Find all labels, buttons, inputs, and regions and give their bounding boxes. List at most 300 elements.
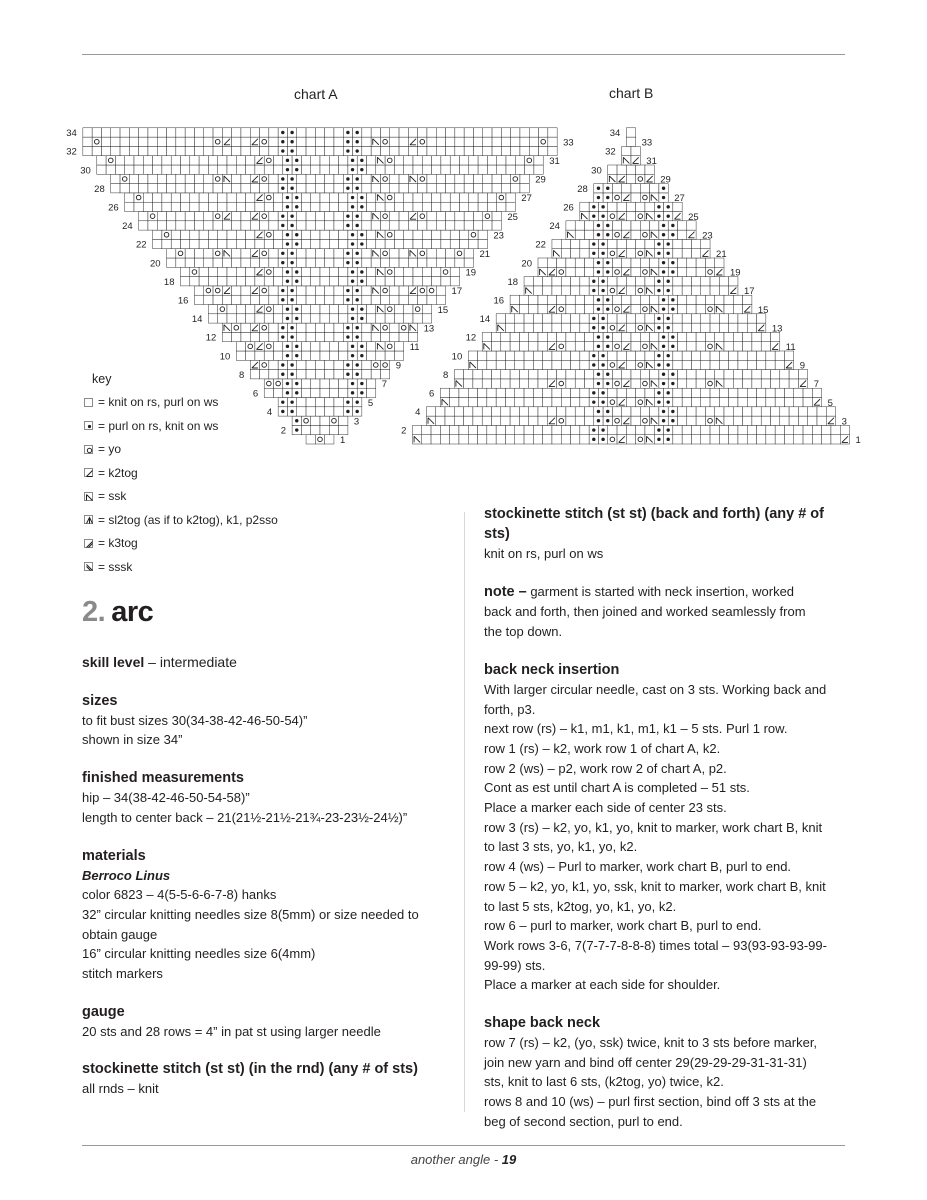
chart-cell	[608, 277, 617, 286]
chart-cell	[678, 332, 687, 341]
purl-dot	[295, 242, 298, 245]
chart-cell	[213, 128, 222, 137]
chart-cell	[450, 165, 459, 174]
chart-cell	[194, 184, 203, 193]
purl-dot	[356, 214, 359, 217]
chart-cell	[339, 351, 348, 360]
pattern-heading	[82, 596, 452, 629]
row-number-right: 27	[521, 193, 532, 205]
chart-cell	[436, 146, 445, 155]
chart-cell	[404, 156, 413, 165]
purl-dot	[671, 335, 674, 338]
chart-cell	[538, 305, 547, 314]
chart-cell	[571, 323, 580, 332]
purl-dot	[662, 373, 665, 376]
purl-dot	[286, 205, 289, 208]
purl-dot	[601, 400, 604, 403]
text-line: sts, knit to last 6 sts, (k2tog, yo) twice, k2.	[484, 1074, 724, 1090]
chart-cell	[724, 332, 733, 341]
chart-cell	[678, 295, 687, 304]
chart-cell	[260, 128, 269, 137]
chart-cell	[482, 416, 491, 425]
chart-cell	[297, 221, 306, 230]
chart-cell	[524, 398, 533, 407]
chart-cell	[199, 230, 208, 239]
chart-cell	[436, 416, 445, 425]
chart-cell	[487, 425, 496, 434]
chart-cell	[246, 277, 255, 286]
purl-dot	[290, 363, 293, 366]
purl-dot	[281, 177, 284, 180]
chart-cell	[334, 286, 343, 295]
purl-dot	[597, 335, 600, 338]
chart-cell	[538, 379, 547, 388]
chart-cell	[626, 388, 635, 397]
stst-bf-lines	[484, 544, 846, 564]
purl-dot	[290, 214, 293, 217]
chart-cell	[561, 398, 570, 407]
purl-dot	[597, 270, 600, 273]
chart-cell	[222, 258, 231, 267]
purl-dot	[601, 326, 604, 329]
purl-dot	[290, 410, 293, 413]
chart-cell	[566, 342, 575, 351]
chart-cell	[208, 277, 217, 286]
chart-cell	[705, 295, 714, 304]
chart-cell	[139, 184, 148, 193]
chart-cell	[673, 249, 682, 258]
chart-cell	[367, 230, 376, 239]
chart-cell	[204, 184, 213, 193]
chart-cell	[585, 416, 594, 425]
chart-cell	[390, 295, 399, 304]
chart-cell	[487, 193, 496, 202]
chart-cell	[157, 128, 166, 137]
chart-cell	[325, 286, 334, 295]
chart-cell	[524, 425, 533, 434]
chart-cell	[492, 174, 501, 183]
chart-cell	[204, 286, 213, 295]
chart-cell	[83, 128, 92, 137]
purl-dot	[286, 382, 289, 385]
purl-dot	[360, 205, 363, 208]
chart-cell	[153, 165, 162, 174]
chart-cell	[232, 332, 241, 341]
chart-cell	[380, 258, 389, 267]
row-number-right: 29	[535, 174, 546, 186]
chart-cell	[269, 146, 278, 155]
chart-cell	[334, 137, 343, 146]
chart-cell	[626, 137, 635, 146]
chart-cell	[162, 165, 171, 174]
chart-cell	[376, 277, 385, 286]
chart-cell	[297, 407, 306, 416]
chart-cell	[580, 351, 589, 360]
chart-cell	[269, 249, 278, 258]
chart-cell	[538, 332, 547, 341]
chart-cell	[213, 295, 222, 304]
chart-cell	[822, 425, 831, 434]
chart-cell	[413, 239, 422, 248]
chart-cell	[362, 249, 371, 258]
chart-cell	[469, 156, 478, 165]
chart-cell	[798, 407, 807, 416]
purl-dot	[290, 261, 293, 264]
purl-dot	[667, 438, 670, 441]
chart-cell	[427, 295, 436, 304]
chart-cell	[446, 174, 455, 183]
chart-cell	[157, 221, 166, 230]
purl-dot	[671, 410, 674, 413]
chart-cell	[390, 332, 399, 341]
chart-cell	[575, 258, 584, 267]
chart-cell	[566, 258, 575, 267]
purl-dot	[662, 419, 665, 422]
chart-cell	[580, 239, 589, 248]
chart-cell	[394, 156, 403, 165]
chart-cell	[673, 398, 682, 407]
chart-cell	[185, 128, 194, 137]
row-number-right: 9	[799, 360, 806, 372]
purl-dot	[671, 224, 674, 227]
purl-dot	[592, 428, 595, 431]
chart-cell	[738, 435, 747, 444]
chart-cell	[232, 128, 241, 137]
purl-dot	[671, 373, 674, 376]
chart-cell	[218, 165, 227, 174]
chart-cell	[329, 388, 338, 397]
chart-cell	[780, 416, 789, 425]
chart-cell	[371, 146, 380, 155]
chart-cell	[496, 388, 505, 397]
chart-cell	[617, 425, 626, 434]
purl-dot	[657, 252, 660, 255]
chart-cell	[236, 202, 245, 211]
chart-cell	[371, 295, 380, 304]
chart-cell	[585, 370, 594, 379]
chart-cell	[687, 332, 696, 341]
purl-dot	[662, 307, 665, 310]
purl-dot	[592, 326, 595, 329]
chart-cell	[617, 388, 626, 397]
purl-dot	[601, 289, 604, 292]
chart-cell	[176, 174, 185, 183]
chart-cell	[218, 267, 227, 276]
row-number-right: 13	[771, 323, 783, 335]
chart-cell	[176, 137, 185, 146]
purl-dot	[356, 363, 359, 366]
chart-cell	[218, 239, 227, 248]
purl-dot	[351, 354, 354, 357]
purl-dot	[667, 252, 670, 255]
chart-cell	[320, 388, 329, 397]
chart-cell	[738, 351, 747, 360]
chart-cell	[548, 137, 557, 146]
chart-cell	[682, 435, 691, 444]
chart-cell	[678, 258, 687, 267]
chart-cell	[232, 323, 241, 332]
chart-cell	[367, 267, 376, 276]
chart-cell	[185, 249, 194, 258]
chart-cell	[427, 212, 436, 221]
chart-cell	[626, 174, 635, 183]
key-item	[84, 441, 121, 457]
chart-cell	[274, 267, 283, 276]
purl-dot	[286, 354, 289, 357]
chart-cell	[334, 370, 343, 379]
chart-cell	[682, 249, 691, 258]
chart-cell	[297, 146, 306, 155]
purl-dot	[667, 326, 670, 329]
chart-cell	[478, 193, 487, 202]
row-number-right: 13	[423, 323, 435, 335]
sizes-heading: sizes	[82, 692, 118, 709]
chart-cell	[199, 193, 208, 202]
text-line: 32” circular knitting needles size 8(5mm) or size needed to	[82, 906, 419, 922]
purl-dot	[360, 280, 363, 283]
purl-dot	[286, 233, 289, 236]
dot-square-icon	[84, 421, 93, 430]
purl-dot	[360, 159, 363, 162]
chart-cell	[315, 258, 324, 267]
chart-cell	[524, 277, 533, 286]
row-number-left: 8	[238, 369, 245, 381]
text-line: length to center back – 21(21½-21½-21¾-23-23½-24½)”	[82, 809, 408, 825]
purl-dot	[281, 326, 284, 329]
chart-cell	[468, 388, 477, 397]
purl-dot	[592, 400, 595, 403]
chart-cell	[812, 435, 821, 444]
chart-cell	[626, 128, 635, 137]
chart-cell	[524, 388, 533, 397]
chart-cell	[404, 314, 413, 323]
chart-cell	[534, 156, 543, 165]
chart-cell	[246, 202, 255, 211]
chart-cell	[492, 128, 501, 137]
purl-dot	[606, 307, 609, 310]
chart-cell	[492, 137, 501, 146]
chart-cell	[236, 314, 245, 323]
text-line: to last 3 sts, yo, k1, yo, k2.	[484, 839, 638, 855]
chart-cell	[691, 239, 700, 248]
chart-cell	[311, 388, 320, 397]
chart-cell	[612, 379, 621, 388]
chart-cell	[636, 323, 645, 332]
chart-cell	[404, 239, 413, 248]
chart-cell	[320, 305, 329, 314]
chart-cell	[617, 351, 626, 360]
chart-cell	[733, 295, 742, 304]
chart-cell	[385, 202, 394, 211]
chart-cell	[301, 193, 310, 202]
row-number-left: 24	[549, 221, 560, 233]
chart-cell	[455, 184, 464, 193]
chart-cell	[320, 267, 329, 276]
chart-cell	[515, 388, 524, 397]
purl-dot	[662, 382, 665, 385]
chart-cell	[687, 379, 696, 388]
chart-cell	[185, 258, 194, 267]
chart-cell	[626, 202, 635, 211]
chart-cell	[455, 258, 464, 267]
chart-cell	[301, 267, 310, 276]
chart-cell	[473, 137, 482, 146]
chart-cell	[315, 360, 324, 369]
chart-cell	[487, 156, 496, 165]
chart-cell	[733, 332, 742, 341]
chart-cell	[640, 295, 649, 304]
chart-cell	[492, 379, 501, 388]
chart-cell	[250, 258, 259, 267]
chart-cell	[766, 351, 775, 360]
chart-cell	[575, 379, 584, 388]
chart-cell	[320, 277, 329, 286]
chart-cell	[645, 202, 654, 211]
chart-cell	[483, 212, 492, 221]
purl-dot	[295, 270, 298, 273]
chart-cell	[701, 314, 710, 323]
chart-cell	[687, 267, 696, 276]
chart-cell	[622, 332, 631, 341]
column-divider	[464, 512, 465, 1112]
purl-dot	[601, 252, 604, 255]
purl-dot	[346, 373, 349, 376]
chart-cell	[775, 351, 784, 360]
purl-dot	[290, 298, 293, 301]
chart-cell	[232, 221, 241, 230]
chart-cell	[771, 379, 780, 388]
chart-cell	[334, 212, 343, 221]
chart-cell	[678, 230, 687, 239]
chart-cell	[334, 249, 343, 258]
chart-cell	[533, 314, 542, 323]
chart-cell	[139, 146, 148, 155]
chart-cell	[315, 286, 324, 295]
chart-cell	[380, 360, 389, 369]
row-number-right: 21	[716, 249, 727, 260]
chart-cell	[190, 267, 199, 276]
chart-cell	[297, 295, 306, 304]
chart-cell	[306, 407, 315, 416]
chart-cell	[733, 407, 742, 416]
chart-cell	[557, 258, 566, 267]
chart-cell	[390, 323, 399, 332]
chart-cell	[208, 165, 217, 174]
chart-cell	[455, 128, 464, 137]
chart-cell	[612, 258, 621, 267]
chart-cell	[501, 184, 510, 193]
chart-cell	[547, 258, 556, 267]
chart-cell	[306, 184, 315, 193]
chart-cell	[362, 258, 371, 267]
chart-cell	[464, 258, 473, 267]
chart-cell	[571, 435, 580, 444]
chart-cell	[719, 323, 728, 332]
chart-cell	[761, 416, 770, 425]
chart-cell	[585, 230, 594, 239]
chart-cell	[362, 212, 371, 221]
chart-cell	[241, 221, 250, 230]
chart-cell	[612, 416, 621, 425]
chart-cell	[547, 370, 556, 379]
stst-rnd-lines	[82, 1079, 452, 1099]
chart-cell	[297, 128, 306, 137]
chart-cell	[789, 416, 798, 425]
chart-cell	[752, 332, 761, 341]
chart-cell	[181, 193, 190, 202]
chart-cell	[380, 212, 389, 221]
chart-cell	[176, 128, 185, 137]
chart-cell	[227, 230, 236, 239]
chart-cell	[608, 239, 617, 248]
chart-cell	[543, 314, 552, 323]
chart-cell	[311, 305, 320, 314]
chart-cell	[552, 351, 561, 360]
chart-cell	[413, 314, 422, 323]
purl-dot	[601, 317, 604, 320]
row-number-left: 18	[507, 276, 519, 288]
chart-cell	[636, 277, 645, 286]
chart-cell	[394, 267, 403, 276]
chart-cell	[450, 230, 459, 239]
chart-cell	[394, 314, 403, 323]
chart-cell	[561, 277, 570, 286]
chart-cell	[608, 388, 617, 397]
finished-lines	[82, 788, 452, 827]
chart-cell	[710, 425, 719, 434]
chart-cell	[413, 193, 422, 202]
purl-dot	[360, 307, 363, 310]
chart-cell	[246, 267, 255, 276]
purl-dot	[295, 391, 298, 394]
chart-cell	[194, 221, 203, 230]
chart-cell	[148, 221, 157, 230]
chart-cell	[747, 435, 756, 444]
chart-cell	[232, 212, 241, 221]
purl-dot	[360, 345, 363, 348]
chart-cell	[367, 156, 376, 165]
row-number-right: 11	[409, 342, 420, 353]
chart-cell	[626, 239, 635, 248]
row-number-left: 4	[415, 407, 421, 419]
chart-cell	[761, 342, 770, 351]
chart-cell	[204, 295, 213, 304]
chart-cell	[260, 137, 269, 146]
chart-cell	[204, 137, 213, 146]
chart-cell	[612, 332, 621, 341]
chart-cell	[432, 230, 441, 239]
chart-cell	[274, 379, 283, 388]
chart-cell	[250, 332, 259, 341]
row-number-right: 1	[855, 435, 861, 446]
purl-dot	[351, 242, 354, 245]
chart-cell	[571, 286, 580, 295]
chart-cell	[362, 137, 371, 146]
chart-cell	[390, 221, 399, 230]
chart-cell	[733, 342, 742, 351]
chart-cell	[501, 342, 510, 351]
chart-cell	[190, 165, 199, 174]
purl-dot	[606, 419, 609, 422]
chart-cell	[218, 277, 227, 286]
purl-dot	[597, 410, 600, 413]
chart-cell	[608, 286, 617, 295]
chart-cell	[575, 295, 584, 304]
chart-cell	[432, 156, 441, 165]
chart-cell	[548, 128, 557, 137]
chart-cell	[543, 277, 552, 286]
chart-cell	[269, 370, 278, 379]
